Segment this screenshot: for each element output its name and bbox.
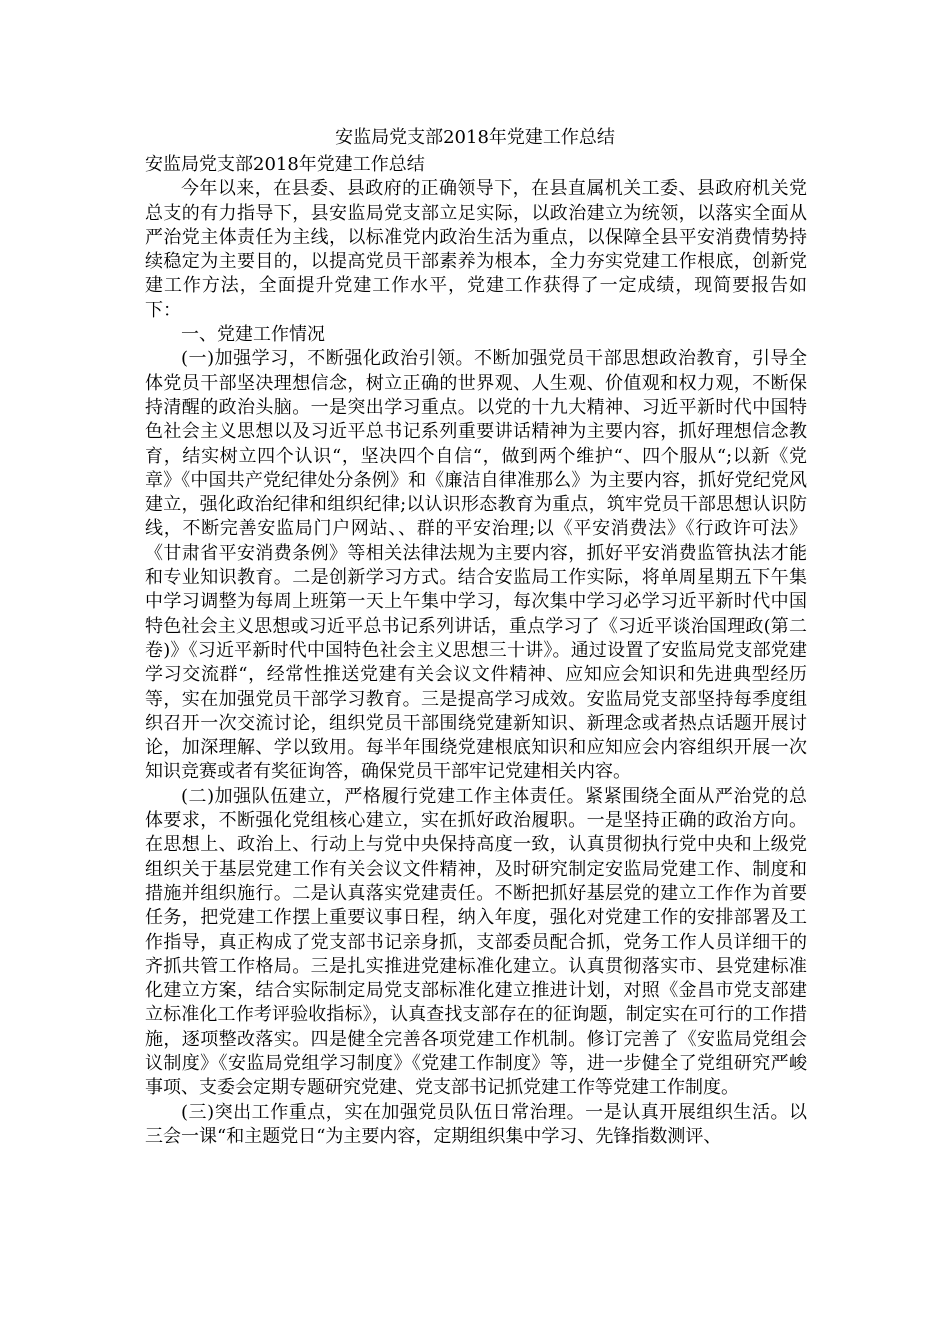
document-subtitle: 安监局党支部2018年党建工作总结 (145, 154, 425, 175)
paragraph-team-building: (二)加强队伍建立，严格履行党建工作主体责任。紧紧围绕全面从严治党的总体要求，不断强化党组核心建立，实在抓好政治履职。一是坚持正确的政治方向。在思想上、政治上、行动上与党中央保持高度一致，认真贯彻执行党中央和上级党组织关于基层党建工作有关会议文件精神，及时研究制定安监局党建工作、制度和措施并组织施行。二是认真落实党建责任。不断把抓好基层党的建立工作作为首要任务，把党建工作摆上重要议事日程，纳入年度，强化对党建工作的安排部署及工作指导，真正构成了党支部书记亲身抓，支部委员配合抓，党务工作人员详细干的齐抓共管工作格局。三是扎实推进党建标准化建立。认真贯彻落实市、县党建标准化建立方案，结合实际制定局党支部标准化建立推进计划，对照《金昌市党支部建立标准化工作考评验收指标》，认真查找支部存在的征询题，制定实在可行的工作措施，逐项整改落实。四是健全完善各项党建工作机制。修订完善了《安监局党组会议制度》《安监局党组学习制度》《党建工作制度》等，进一步健全了党组研究严峻事项、支委会定期专题研究党建、党支部书记抓党建工作等党建工作制度。 (145, 785, 807, 1099)
document-body (145, 153, 807, 1149)
section-heading: 一、党建工作情况 (181, 324, 325, 346)
paragraph-intro: 今年以来，在县委、县政府的正确领导下，在县直属机关工委、县政府机关党总支的有力指导下，县安监局党支部立足实际，以政治建立为统领，以落实全面从严治党主体责任为主线，以标准党内政治生活为重点，以保障全县平安消费情势持续稳定为主要目的，以提高党员干部素养为根本，全力夯实党建工作根底，创新党建工作方法，全面提升党建工作水平，党建工作获得了一定成绩，现简要报告如下： (145, 178, 807, 321)
paragraph-key-work: (三)突出工作重点，实在加强党员队伍日常治理。一是认真开展组织生活。以三会一课“和主题党日“为主要内容，定期组织集中学习、先锋指数测评、 (145, 1101, 807, 1147)
document-title: 安监局党支部2018年党建工作总结 (335, 127, 615, 148)
paragraph-study: (一)加强学习，不断强化政治引领。不断加强党员干部思想政治教育，引导全体党员干部坚决理想信念，树立正确的世界观、人生观、价值观和权力观，不断保持清醒的政治头脑。一是突出学习重点。以党的十九大精神、习近平新时代中国特色社会主义思想以及习近平总书记系列重要讲话精神为主要内容，抓好理想信念教育，结实树立四个认识“，坚决四个自信“，做到两个维护“、四个服从“;以新《党章》《中国共产党纪律处分条例》和《廉洁自律准那么》为主要内容，抓好党纪党风建立，强化政治纪律和组织纪律;以认识形态教育为重点，筑牢党员干部思想认识防线，不断完善安监局门户网站、、群的平安治理;以《平安消费法》《行政许可法》《甘肃省平安消费条例》等相关法律法规为主要内容，抓好平安消费监管执法才能和专业知识教育。二是创新学习方式。结合安监局工作实际，将单周星期五下午集中学习调整为每周上班第一天上午集中学习，每次集中学习必学习近平新时代中国特色社会主义思想或习近平总书记系列讲话，重点学习了《习近平谈治国理政(第二卷)》《习近平新时代中国特色社会主义思想三十讲》。通过设置了安监局党支部党建学习交流群“，经常性推送党建有关会议文件精神、应知应会知识和先进典型经历等，实在加强党员干部学习教育。三是提高学习成效。安监局党支部坚持每季度组织召开一次交流讨论，组织党员干部围绕党建新知识、新理念或者热点话题开展讨论，加深理解、学以致用。每半年围绕党建根底知识和应知应会内容组织开展一次知识竞赛或者有奖征询答，确保党员干部牢记党建相关内容。 (145, 348, 807, 783)
